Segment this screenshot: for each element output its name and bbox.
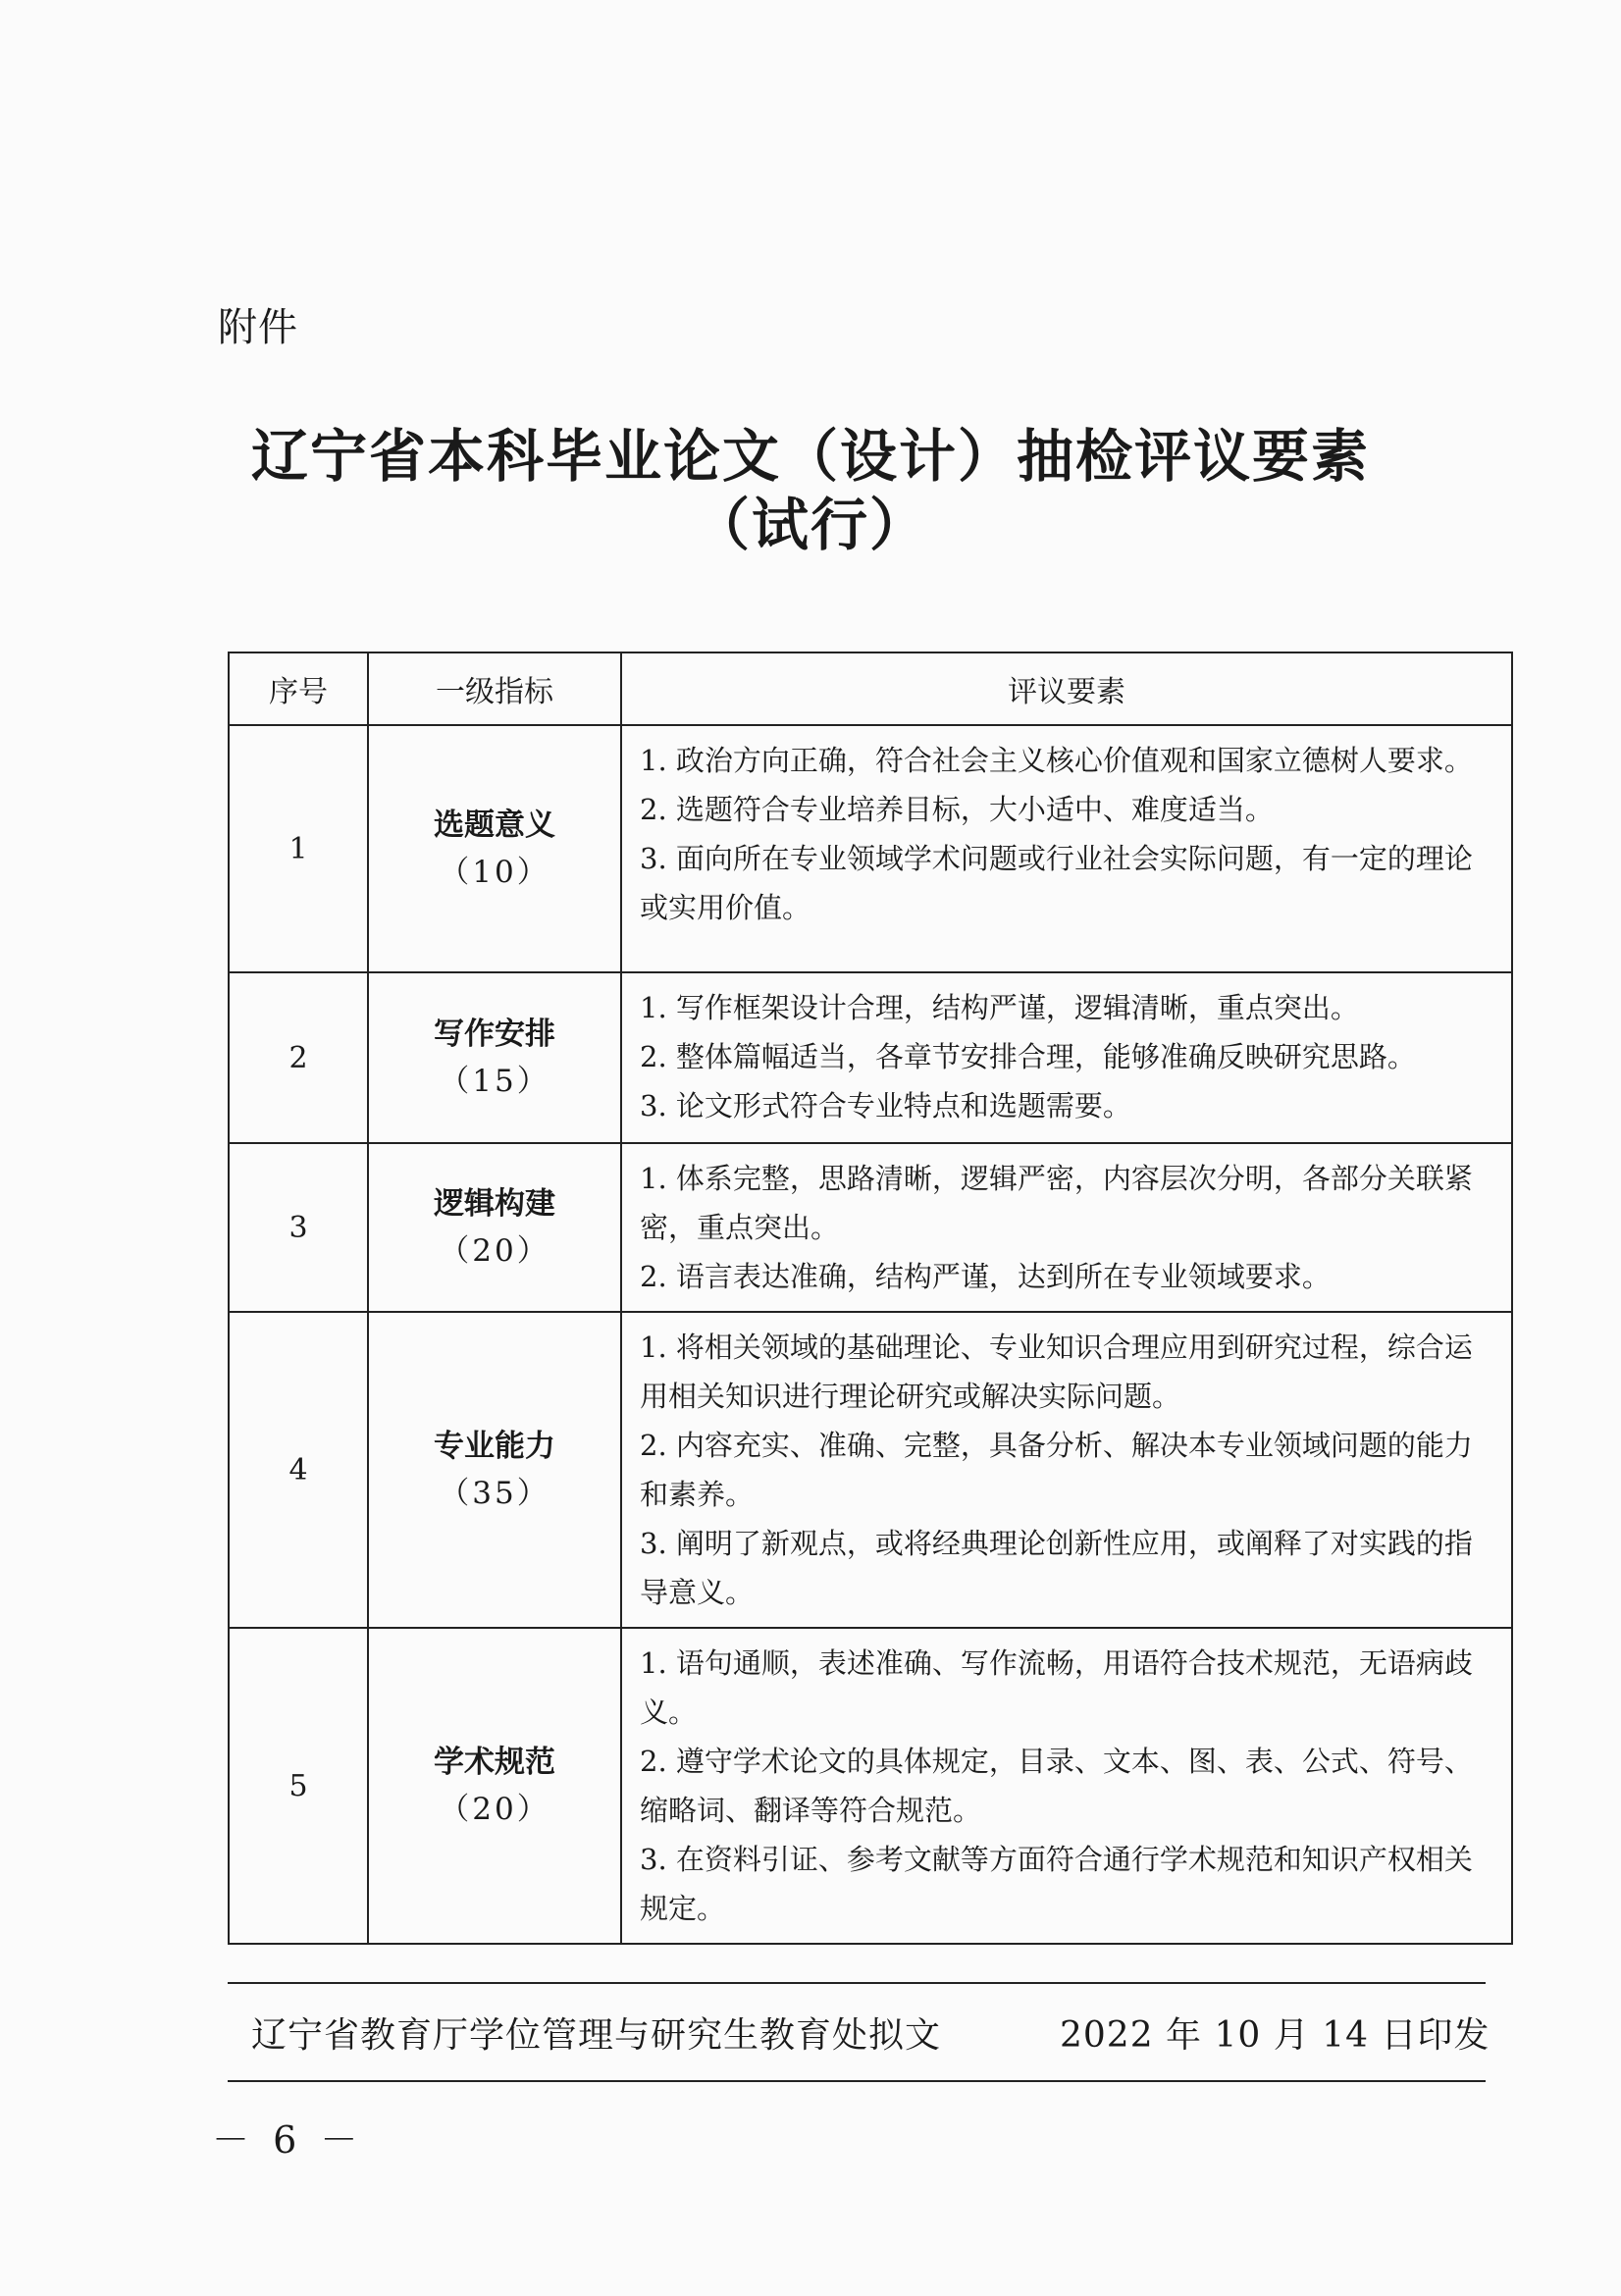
row-requirements (621, 1143, 1512, 1312)
row-indicator (368, 1143, 621, 1312)
requirement-item: 1. 写作框架设计合理，结构严谨，逻辑清晰，重点突出。 (640, 991, 1359, 1024)
requirement-item: 1. 政治方向正确，符合社会主义核心价值观和国家立德树人要求。 (640, 744, 1473, 777)
table-row (229, 725, 1512, 972)
row-requirements (621, 725, 1512, 972)
indicator-score: （35） (439, 1476, 550, 1511)
criteria-table (228, 652, 1513, 1945)
requirement-item: 2. 内容充实、准确、完整，具备分析、解决本专业领域问题的能力和素养。 (640, 1429, 1473, 1511)
attachment-label: 附件 (218, 305, 298, 350)
printed-date: 2022 年 10 月 14 日印发 (1060, 2015, 1490, 2056)
requirement-item: 1. 体系完整，思路清晰，逻辑严密，内容层次分明，各部分关联紧密，重点突出。 (640, 1162, 1473, 1244)
row-indicator (368, 1628, 621, 1944)
row-number: 2 (229, 972, 368, 1143)
indicator-name: 选题意义 (434, 808, 555, 843)
table-row (229, 1628, 1512, 1944)
requirement-item: 3. 阐明了新观点，或将经典理论创新性应用，或阐释了对实践的指导意义。 (640, 1527, 1473, 1609)
indicator-score: （20） (439, 1792, 550, 1827)
requirement-item: 2. 语言表达准确，结构严谨，达到所在专业领域要求。 (640, 1260, 1331, 1293)
row-number: 4 (229, 1312, 368, 1628)
header-number: 序号 (229, 652, 368, 725)
requirement-item: 2. 选题符合专业培养目标，大小适中、难度适当。 (640, 793, 1274, 826)
indicator-score: （10） (439, 855, 550, 890)
requirement-item: 1. 语句通顺，表述准确、写作流畅，用语符合技术规范，无语病歧义。 (640, 1646, 1473, 1729)
row-number: 3 (229, 1143, 368, 1312)
table-row (229, 1312, 1512, 1628)
table-row (229, 972, 1512, 1143)
footer-divider-top (228, 1982, 1486, 1984)
indicator-name: 写作安排 (434, 1017, 555, 1052)
requirement-item: 3. 在资料引证、参考文献等方面符合通行学术规范和知识产权相关规定。 (640, 1843, 1473, 1925)
row-requirements (621, 972, 1512, 1143)
row-requirements (621, 1312, 1512, 1628)
indicator-score: （15） (439, 1064, 550, 1099)
indicator-name: 学术规范 (434, 1745, 555, 1780)
requirement-item: 3. 论文形式符合专业特点和选题需要。 (640, 1089, 1131, 1122)
page-number: － 6 － (212, 2118, 364, 2162)
issuer-text: 辽宁省教育厅学位管理与研究生教育处拟文 (251, 2015, 942, 2056)
row-indicator (368, 972, 621, 1143)
requirement-item: 1. 将相关领域的基础理论、专业知识合理应用到研究过程，综合运用相关知识进行理论研究或解决实际问题。 (640, 1331, 1473, 1413)
requirement-item: 2. 整体篇幅适当，各章节安排合理，能够准确反映研究思路。 (640, 1040, 1416, 1073)
table-header-row (229, 652, 1512, 725)
footer-divider-bottom (228, 2080, 1486, 2082)
row-number: 1 (229, 725, 368, 972)
document-title: 辽宁省本科毕业论文（设计）抽检评议要素 (250, 423, 1370, 490)
document-subtitle: （试行） (692, 492, 928, 558)
row-indicator (368, 1312, 621, 1628)
header-indicator: 一级指标 (368, 652, 621, 725)
row-requirements (621, 1628, 1512, 1944)
row-number: 5 (229, 1628, 368, 1944)
indicator-name: 逻辑构建 (434, 1186, 555, 1222)
indicator-score: （20） (439, 1233, 550, 1269)
header-requirements: 评议要素 (621, 652, 1512, 725)
row-indicator (368, 725, 621, 972)
requirement-item: 2. 遵守学术论文的具体规定，目录、文本、图、表、公式、符号、缩略词、翻译等符合规范。 (640, 1745, 1473, 1827)
table-row (229, 1143, 1512, 1312)
indicator-name: 专业能力 (434, 1429, 555, 1464)
requirement-item: 3. 面向所在专业领域学术问题或行业社会实际问题，有一定的理论或实用价值。 (640, 842, 1473, 924)
